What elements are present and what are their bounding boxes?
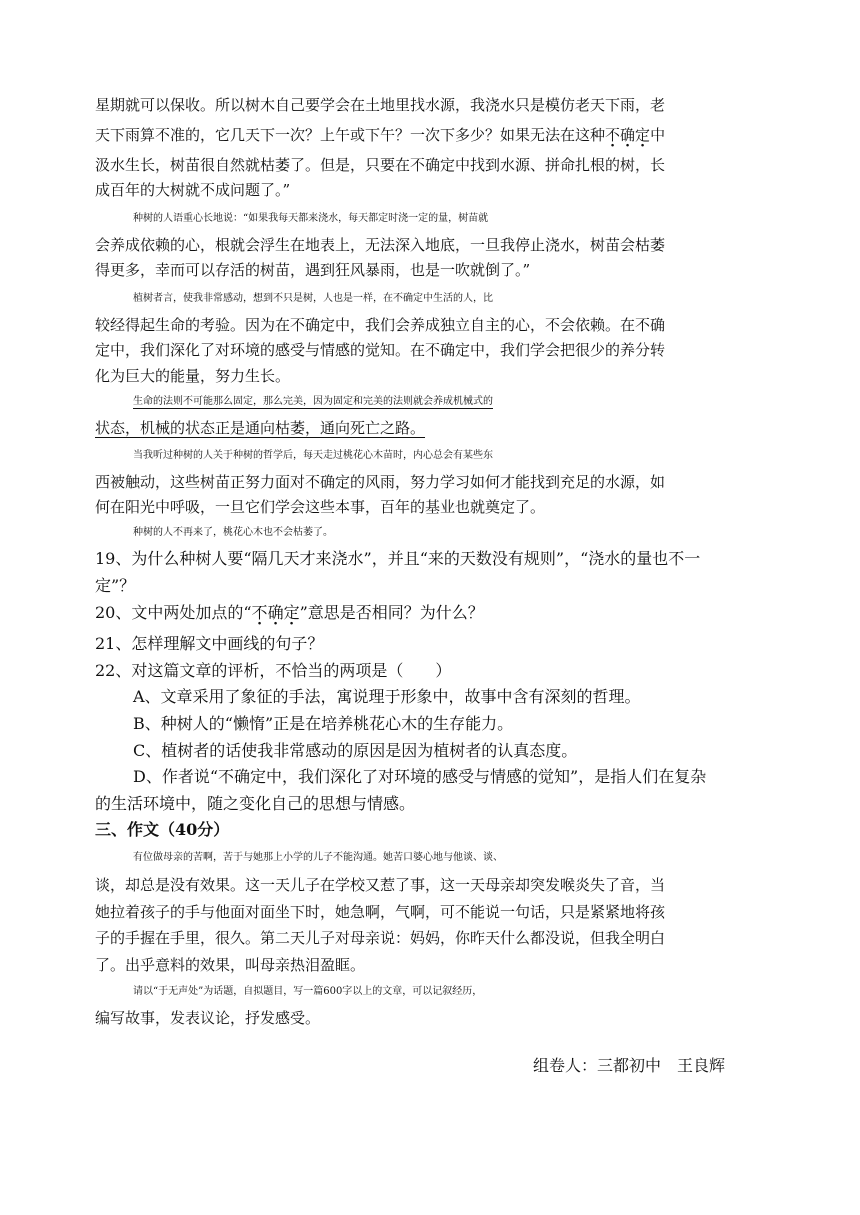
passage-text: 植树者言，使我非常感动，想到不只是树，人也是一样，在不确定中生活的人，比 — [133, 293, 493, 304]
passage-text: 定中，我们深化了对环境的感受与情感的觉知。在不确定中，我们学会把很少的养分转 — [95, 341, 666, 359]
passage-line — [95, 260, 775, 280]
composition-text: 子的手握在手里，很久。第二天儿子对母亲说：妈妈，你昨天什么都没说，但我全明白 — [95, 929, 666, 947]
section-heading: 三、作文（40分） — [95, 820, 230, 839]
composition-text: 请以“于无声处”为话题，自拟题目，写一篇600字以上的文章，可以记叙经历， — [133, 986, 483, 997]
passage-text: 星期就可以保收。所以树木自己要学会在土地里找水源，我浇水只是模仿老天下雨，老 — [95, 96, 666, 114]
passage-text: 较经得起生命的考验。因为在不确定中，我们会养成独立自主的心，不会依赖。在不确 — [95, 316, 666, 334]
passage-line — [95, 340, 775, 360]
composition-text: 她拉着孩子的手与他面对面坐下时，她急啊，气啊，可不能说一句话，只是紧紧地将孩 — [95, 903, 666, 921]
passage-text: 成百年的大树就不成问题了。” — [95, 181, 291, 199]
passage-text: 种树的人语重心长地说：“如果我每天都来浇水，每天都定时浇一定的量，树苗就 — [133, 213, 489, 224]
passage-line — [95, 125, 775, 145]
dotted-word: 不确定 — [605, 126, 651, 144]
question-text: ”意思是否相同？为什么？ — [299, 603, 484, 622]
passage-line — [133, 289, 813, 309]
passage-text: 得更多，幸而可以存活的树苗，遇到狂风暴雨，也是一吹就倒了。” — [95, 261, 531, 279]
passage-text: 汲水生长，树苗很自然就枯萎了。但是，只要在不确定中找到水源、拼命扎根的树，长 — [95, 156, 666, 174]
underlined-sentence — [95, 418, 775, 438]
passage-line — [95, 315, 775, 335]
dotted-word: 不确定 — [251, 603, 300, 622]
passage-line — [95, 95, 775, 115]
question-21: 21、怎样理解文中画线的句子？ — [95, 634, 324, 653]
option-b: B、种树人的“懒惰”正是在培养桃花心木的生存能力。 — [133, 714, 514, 733]
passage-line — [133, 209, 813, 229]
passage-text: 当我听过种树的人关于种树的哲学后，每天走过桃花心木苗时，内心总会有某些东 — [133, 450, 493, 461]
passage-line — [95, 472, 775, 492]
composition-line — [95, 1008, 775, 1028]
passage-text: 西被触动，这些树苗正努力面对不确定的风雨，努力学习如何才能找到充足的水源，如 — [95, 473, 666, 491]
composition-text: 有位做母亲的苦啊，苦于与她那上小学的儿子不能沟通。她苦口婆心地与他谈、谈、 — [133, 852, 503, 863]
question-22: 22、对这篇文章的评析，不恰当的两项是（ ） — [95, 661, 452, 680]
passage-line — [95, 180, 775, 200]
underlined-sentence — [133, 392, 813, 412]
question-19: 19、为什么种树人要“隔几天才来浇水”，并且“来的天数没有规则”，“浇水的量也不一 — [95, 549, 701, 568]
composition-line — [95, 875, 775, 895]
passage-line — [133, 446, 813, 466]
passage-line — [133, 523, 813, 543]
question-19-cont: 定”？ — [95, 576, 136, 595]
passage-line — [95, 235, 775, 255]
composition-line — [133, 982, 813, 1002]
passage-line — [95, 366, 775, 386]
compiler-signature: 组卷人：三都初中 王良辉 — [533, 1056, 726, 1075]
passage-text: 种树的人不再来了，桃花心木也不会枯萎了。 — [133, 527, 333, 538]
composition-text: 编写故事，发表议论，抒发感受。 — [95, 1009, 321, 1027]
composition-line — [95, 928, 775, 948]
passage-text: 中 — [650, 126, 666, 144]
passage-text: 天下雨算不准的，它几天下一次？上午或下午？一次下多少？如果无法在这种 — [95, 126, 606, 144]
composition-line — [133, 848, 813, 868]
composition-text: 了。出乎意料的效果，叫母亲热泪盈眶。 — [95, 956, 366, 974]
passage-line — [95, 497, 775, 517]
passage-text: 何在阳光中呼吸，一旦它们学会这些本事，百年的基业也就奠定了。 — [95, 498, 546, 516]
passage-text: 化为巨大的能量，努力生长。 — [95, 367, 291, 385]
option-a: A、文章采用了象征的手法，寓说理于形象中，故事中含有深刻的哲理。 — [133, 687, 641, 706]
composition-line — [95, 902, 775, 922]
composition-text: 谈，却总是没有效果。这一天儿子在学校又惹了事，这一天母亲却突发喉炎失了音，当 — [95, 876, 666, 894]
option-d: D、作者说“不确定中，我们深化了对环境的感受与情感的觉知”，是指人们在复杂 — [133, 767, 707, 786]
passage-text: 状态，机械的状态正是通向枯萎，通向死亡之路。 — [95, 419, 426, 437]
composition-line — [95, 955, 775, 975]
passage-line — [95, 155, 775, 175]
passage-text: 生命的法则不可能那么固定，那么完美，因为固定和完美的法则就会养成机械式的 — [133, 396, 493, 407]
passage-text: 会养成依赖的心，根就会浮生在地表上，无法深入地底，一旦我停止浇水，树苗会枯萎 — [95, 236, 666, 254]
question-20 — [95, 603, 484, 623]
question-text: 20、文中两处加点的“ — [95, 603, 252, 622]
option-d-cont: 的生活环境中，随之变化自己的思想与情感。 — [95, 794, 416, 813]
option-c: C、植树者的话使我非常感动的原因是因为植树者的认真态度。 — [133, 741, 578, 760]
